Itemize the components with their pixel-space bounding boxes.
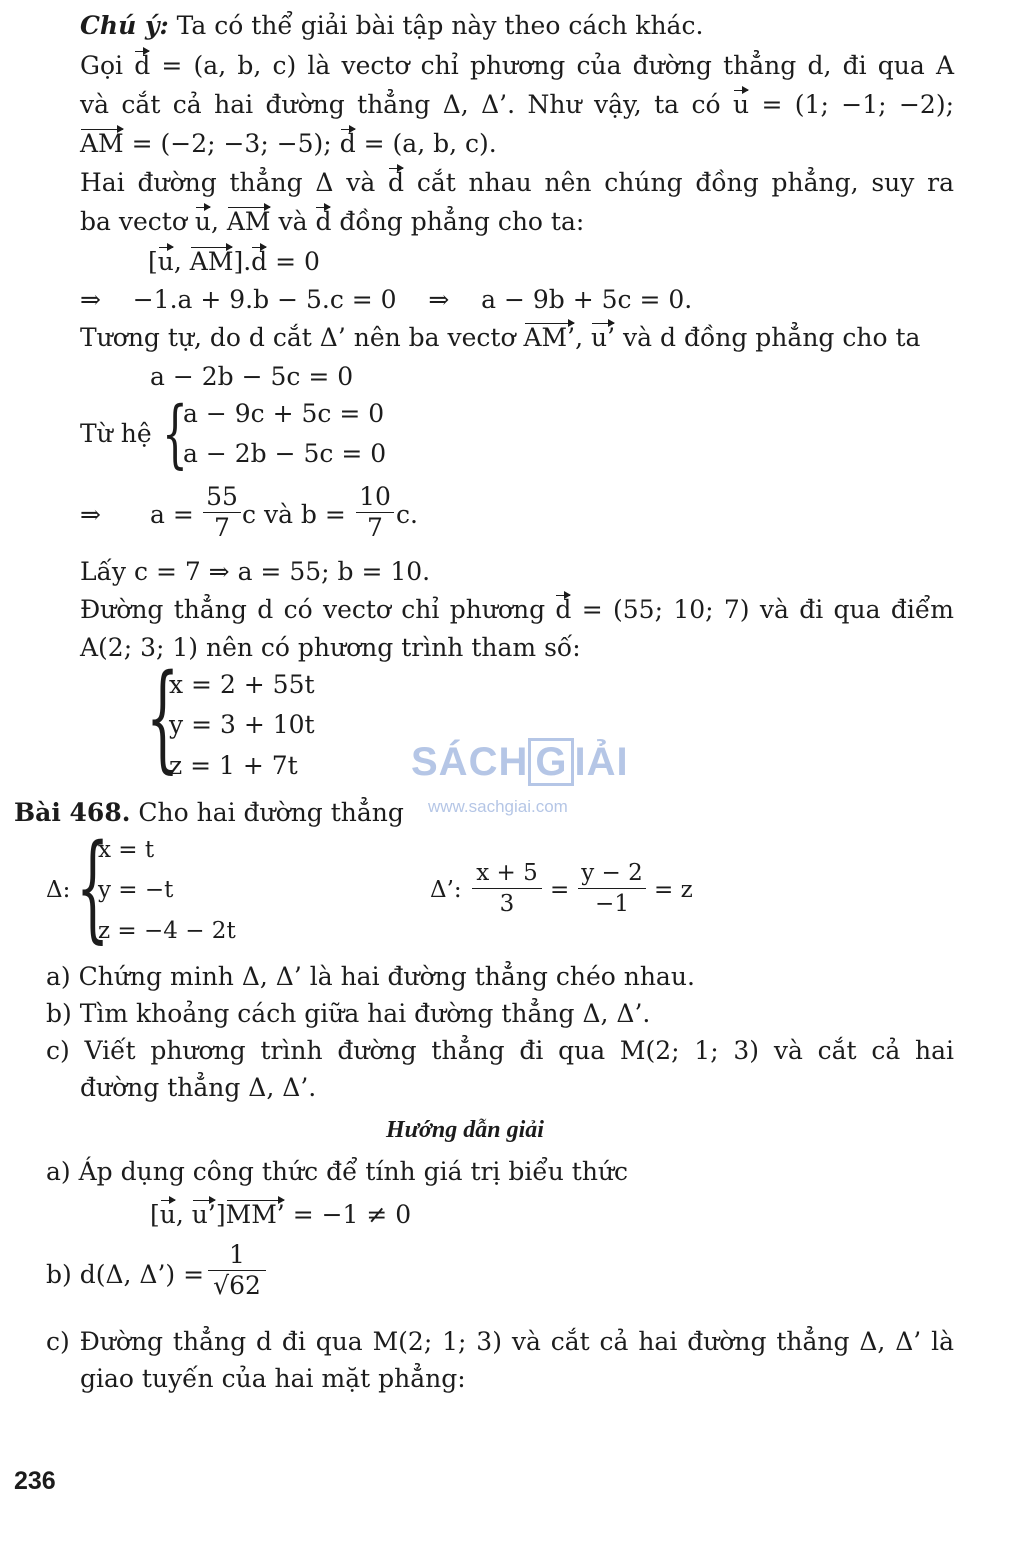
param-y: y = 3 + 10t — [169, 710, 315, 739]
note-line-13 — [80, 594, 954, 626]
result-arrow: ⇒ — [80, 500, 101, 529]
fraction-denominator: −1 — [595, 891, 629, 917]
text: = 0 — [275, 247, 320, 276]
text: = (−2; −3; −5); — [131, 129, 332, 158]
text: ]. — [233, 247, 252, 276]
vector-am: AM — [80, 129, 124, 158]
text: [ — [150, 1200, 160, 1229]
delta-x: x = t — [98, 837, 155, 863]
delta-label: Δ: — [46, 877, 71, 903]
solution-c-line-1: c) Đường thẳng d đi qua M(2; 1; 3) và cắt cả hai đường thẳng Δ, Δ’ là — [46, 1327, 954, 1356]
watermark-text: SÁCH — [411, 740, 529, 784]
vector-u: u — [159, 1200, 176, 1229]
note-text: Ta có thể giải bài tập này theo cách khác. — [176, 11, 704, 40]
question-c-line-1: c) Viết phương trình đường thẳng đi qua M(2; 1; 3) và cắt cả hai — [46, 1036, 954, 1065]
text: ] — [215, 1200, 226, 1229]
fraction-y — [578, 858, 646, 919]
result-mid: c và b = — [242, 500, 346, 529]
note-line-14: A(2; 3; 1) nên có phương trình tham số: — [80, 633, 581, 662]
text: đồng phẳng cho ta: — [339, 207, 585, 236]
left-brace-icon: { — [76, 820, 110, 955]
vector-u-prime: u’ — [191, 1200, 216, 1229]
question-c-line-2: đường thẳng Δ, Δ’. — [80, 1073, 317, 1102]
left-brace-icon: { — [146, 650, 180, 785]
text: = (1; −1; −2); — [761, 90, 954, 119]
fraction-a — [203, 482, 241, 543]
problem-heading — [14, 797, 404, 829]
text: = (55; 10; 7) và đi qua điểm — [581, 595, 954, 624]
note-line-8: ⇒ −1.a + 9.b − 5.c = 0 ⇒ a − 9b + 5c = 0. — [80, 285, 693, 314]
text: , — [210, 207, 219, 236]
vector-am: AM — [226, 207, 271, 236]
note-line-2 — [80, 50, 954, 82]
note-line-4 — [80, 128, 497, 160]
text: ba vectơ — [80, 207, 187, 236]
vector-d: d — [555, 595, 572, 624]
fraction-numerator: y − 2 — [578, 858, 646, 889]
note-line-12: Lấy c = 7 ⇒ a = 55; b = 10. — [80, 557, 431, 586]
fraction-denominator: 3 — [499, 891, 515, 917]
vector-mm-prime: MM’ — [225, 1200, 285, 1229]
fraction-denominator: 7 — [214, 513, 230, 542]
text: Đường thẳng d có vectơ chỉ phương — [80, 595, 546, 624]
text: [ — [148, 247, 158, 276]
fraction-denominator — [208, 1271, 266, 1301]
text: Hai đường thẳng Δ và — [80, 168, 376, 197]
system-eq-1: a − 9c + 5c = 0 — [183, 399, 385, 428]
text: và — [278, 207, 308, 236]
note-line-3 — [80, 89, 954, 121]
text: Gọi — [80, 51, 124, 80]
text: , — [575, 323, 584, 352]
system-eq-2: a − 2b − 5c = 0 — [183, 439, 387, 468]
problem-intro: Cho hai đường thẳng — [138, 798, 404, 827]
vector-am: AM — [189, 247, 234, 276]
text: và cắt cả hai đường thẳng Δ, Δ’. Như vậy, ta có — [80, 90, 721, 119]
distance-fraction — [208, 1240, 266, 1301]
result-end: c. — [396, 500, 418, 529]
delta-prime-label: Δ’: — [430, 877, 462, 903]
note-line-6 — [80, 206, 584, 238]
watermark-g-box: G — [528, 738, 574, 786]
watermark-logo — [411, 738, 629, 786]
radicand: 62 — [229, 1271, 261, 1300]
fraction-b — [356, 482, 394, 543]
text: = (a, b, c). — [363, 129, 497, 158]
result-a-label: a = — [150, 500, 194, 529]
vector-u: u — [732, 90, 750, 119]
left-brace-icon: { — [162, 391, 188, 477]
vector-u-prime: u’ — [591, 323, 616, 352]
note-line-7 — [148, 246, 320, 278]
note-line-9 — [80, 322, 920, 354]
text: và d đồng phẳng cho ta — [623, 323, 921, 352]
text: Tương tự, do d cắt Δ’ nên ba vectơ — [80, 323, 516, 352]
text: , — [173, 247, 182, 276]
param-x: x = 2 + 55t — [169, 670, 315, 699]
question-a: a) Chứng minh Δ, Δ’ là hai đường thẳng chéo nhau. — [46, 962, 695, 991]
vector-d: d — [251, 247, 268, 276]
system-label: Từ hệ — [80, 419, 152, 448]
fraction-numerator: 55 — [203, 482, 241, 513]
solution-a-line-2 — [150, 1199, 411, 1231]
vector-u: u — [194, 207, 211, 236]
question-b: b) Tìm khoảng cách giữa hai đường thẳng Δ, Δ’. — [46, 999, 651, 1028]
fraction-numerator: x + 5 — [472, 858, 542, 889]
fraction-numerator: 1 — [208, 1240, 266, 1271]
solution-a-line-1: a) Áp dụng công thức để tính giá trị biểu thức — [46, 1157, 629, 1186]
text: = (a, b, c) là vectơ chỉ phương của đường thẳng d, đi qua A — [161, 51, 955, 80]
solution-heading: Hướng dẫn giải — [386, 1117, 544, 1143]
note-line-5 — [80, 167, 954, 199]
page-number: 236 — [14, 1467, 56, 1495]
equals-sign: = — [550, 877, 570, 903]
note-line-1 — [80, 10, 703, 42]
vector-d: d — [339, 129, 356, 158]
solution-b-label: b) d(Δ, Δ’) = — [46, 1260, 205, 1289]
text: cắt nhau nên chúng đồng phẳng, suy ra — [416, 168, 954, 197]
param-z: z = 1 + 7t — [169, 751, 298, 780]
vector-d: d — [315, 207, 332, 236]
fraction-x — [472, 858, 542, 919]
fraction-denominator: 7 — [367, 513, 383, 542]
sqrt-icon: √ — [213, 1271, 230, 1300]
vector-d: d — [134, 51, 151, 80]
solution-c-line-2: giao tuyến của hai mặt phẳng: — [80, 1364, 466, 1393]
text: = −1 ≠ 0 — [292, 1200, 412, 1229]
vector-u: u — [157, 247, 174, 276]
note-line-10: a − 2b − 5c = 0 — [150, 362, 354, 391]
delta-z: z = −4 − 2t — [98, 918, 236, 944]
vector-am-prime: AM’ — [523, 323, 576, 352]
watermark-url: www.sachgiai.com — [428, 797, 568, 816]
delta-y: y = −t — [98, 877, 174, 903]
text: , — [175, 1200, 184, 1229]
fraction-numerator: 10 — [356, 482, 394, 513]
equals-z: = z — [654, 877, 693, 903]
note-label: Chú ý: — [80, 11, 169, 40]
vector-d: d — [388, 168, 405, 197]
problem-title: Bài 468. — [14, 798, 131, 827]
watermark-text: IẢI — [574, 740, 629, 784]
